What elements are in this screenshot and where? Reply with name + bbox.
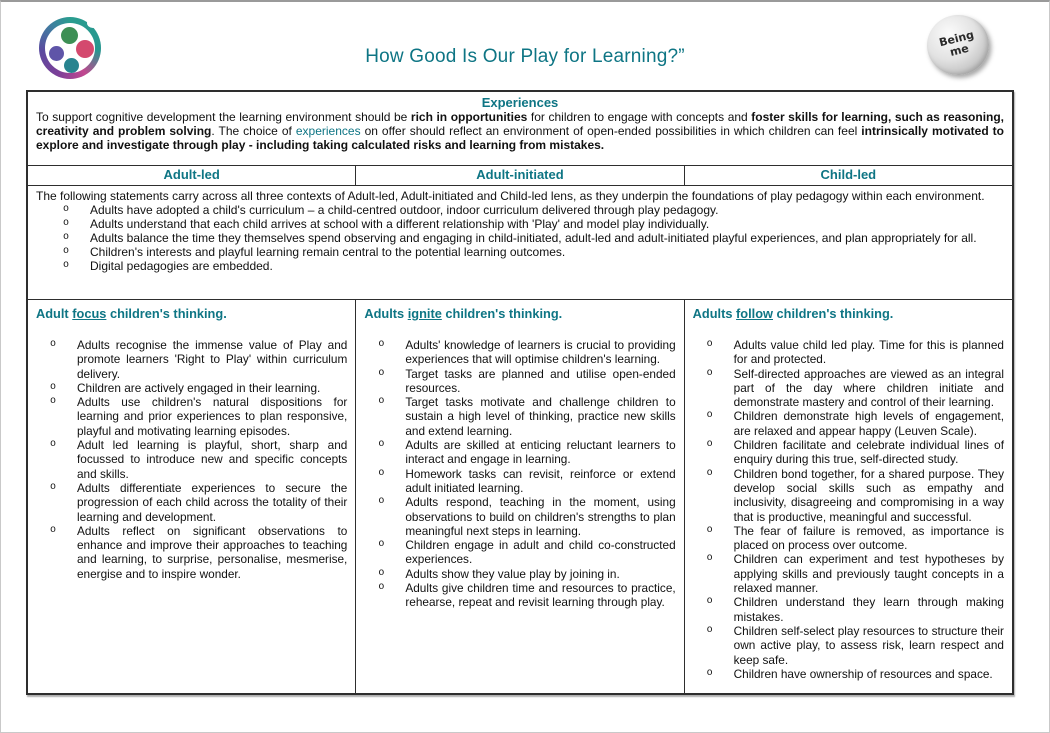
bullet-item xyxy=(364,438,675,467)
bullet-text: Children demonstrate high levels of engagement, are relaxed and appear happy (Leuven Scale). xyxy=(733,409,1004,438)
text-segment: children's thinking. xyxy=(441,306,563,321)
bullet-marker: o xyxy=(378,539,385,551)
bullet-marker: o xyxy=(706,467,713,479)
text-segment: To support cognitive development the learning environment should be xyxy=(36,110,411,124)
bullet-text: Children's interests and playful learning remain central to the potential learning outcomes. xyxy=(90,245,566,260)
text-segment: children's thinking. xyxy=(773,306,894,321)
bullet-marker: o xyxy=(706,339,713,350)
column-child-led xyxy=(684,300,1012,693)
logo-dot-pink-icon xyxy=(76,40,94,58)
bullet-marker: o xyxy=(63,232,70,244)
bullet-item xyxy=(36,395,347,438)
bullet-marker: o xyxy=(50,396,57,408)
bullet-item xyxy=(36,259,1004,273)
bullet-text: Adults' knowledge of learners is crucial to providing experiences that will optimise children's learning. xyxy=(405,338,676,367)
text-segment: ignite xyxy=(407,306,442,321)
bullet-marker: o xyxy=(706,410,713,422)
bullet-item xyxy=(36,245,1004,259)
column-adult-led-bullet-list xyxy=(36,338,347,581)
bullet-item xyxy=(693,624,1004,667)
bullet-item xyxy=(693,552,1004,595)
bullet-text: The fear of failure is removed, as importance is placed on process over outcome. xyxy=(733,523,1004,553)
column-adult-initiated-bullet-list xyxy=(364,338,675,610)
bullet-text: Adults give children time and resources to practice, rehearse, repeat and revisit learning through play. xyxy=(405,581,676,610)
bullet-text: Children bond together, for a shared purpose. They develop social skills such as empathy and inclusivity, disagreeing and compromising in a way that is productive, meaningful and successful. xyxy=(733,466,1004,524)
bullet-marker: o xyxy=(63,218,70,230)
column-adult-initiated-heading xyxy=(364,306,675,321)
column-adult-led-heading xyxy=(36,306,347,321)
context-header-child-led: Child-led xyxy=(684,166,1012,185)
text-segment: foster skills for learning, such as reasoning, creativity and problem solving xyxy=(36,110,1005,139)
column-adult-initiated xyxy=(355,300,683,693)
text-segment: children's thinking. xyxy=(106,306,227,321)
bullet-item xyxy=(693,367,1004,410)
bullet-marker: o xyxy=(63,246,70,258)
text-segment: experiences xyxy=(295,124,361,139)
bullet-text: Children self-select play resources to structure their own active play, to assess risk, learn respect and keep safe. xyxy=(733,623,1004,667)
bullet-item xyxy=(693,438,1004,467)
bullet-item xyxy=(364,467,675,496)
logo-dot-teal-icon xyxy=(64,58,79,73)
bullet-marker: o xyxy=(50,381,57,393)
text-segment: Adults xyxy=(364,306,408,321)
bullet-item xyxy=(36,438,347,481)
bullet-marker: o xyxy=(378,496,385,508)
column-child-led-heading xyxy=(693,306,1004,321)
bullet-text: Adults recognise the immense value of Play and promote learners 'Right to Play' within curriculum delivery. xyxy=(77,338,348,381)
bullet-text: Target tasks are planned and utilise open-ended resources. xyxy=(405,366,676,395)
bullet-text: Children are actively engaged in their learning. xyxy=(77,380,321,395)
bullet-marker: o xyxy=(378,396,385,408)
bullet-item xyxy=(693,524,1004,553)
context-header-adult-initiated: Adult-initiated xyxy=(355,166,683,185)
bullet-text: Children engage in adult and child co-constructed experiences. xyxy=(405,538,676,567)
text-segment: follow xyxy=(736,306,773,321)
bullet-marker: o xyxy=(50,481,57,493)
bullet-marker: o xyxy=(63,260,70,272)
bullet-text: Adults show they value play by joining in. xyxy=(405,566,620,581)
experiences-heading: Experiences xyxy=(481,95,559,110)
text-segment: . The choice of xyxy=(211,124,296,139)
thinking-columns xyxy=(28,300,1012,693)
bullet-marker: o xyxy=(50,524,57,536)
column-child-led-bullet-list xyxy=(693,338,1004,681)
text-segment: Adults xyxy=(692,306,737,321)
bullet-text: Adult led learning is playful, short, sharp and focussed to introduce new and specific concepts and skills. xyxy=(77,438,348,481)
bullet-text: Self-directed approaches are viewed as an integral part of the day where children initiate and demonstrate mastery and control of their learning. xyxy=(733,366,1004,410)
bullet-marker: o xyxy=(706,524,713,536)
bullet-marker: o xyxy=(706,553,713,565)
column-adult-led xyxy=(28,300,355,693)
bullet-marker: o xyxy=(706,596,713,608)
bullet-text: Target tasks motivate and challenge children to sustain a high level of thinking, practice new skills and extend learning. xyxy=(405,395,676,438)
bullet-marker: o xyxy=(50,439,57,451)
text-segment: Adult xyxy=(36,306,73,321)
context-header-adult-led: Adult-led xyxy=(163,167,220,182)
bullet-item xyxy=(364,367,675,396)
bullet-text: Adults reflect on significant observations to enhance and improve their approaches to teaching and learning, to surprise, personalise, mesmerise, energise and to inspire wonder. xyxy=(77,523,348,581)
context-header-row xyxy=(28,166,1012,186)
bullet-text: Homework tasks can revisit, reinforce or extend adult initiated learning. xyxy=(405,466,676,495)
bullet-item xyxy=(364,538,675,567)
shared-statements-intro: The following statements carry across all three contexts of Adult-led, Adult-initiated and Child-led lens, as they underpin the foundations of play pedagogy within each environment. xyxy=(36,189,985,203)
bullet-text: Digital pedagogies are embedded. xyxy=(90,259,273,274)
bullet-item xyxy=(364,338,675,367)
page-title: How Good Is Our Play for Learning?” xyxy=(365,46,685,67)
shared-statements-section xyxy=(28,186,1012,300)
bullet-marker: o xyxy=(378,439,385,451)
bullet-item xyxy=(364,395,675,438)
bullet-item xyxy=(36,203,1004,217)
text-segment: intrinsically motivated to explore and investigate through play - including taking calculated risks and learning from mistakes. xyxy=(36,124,1004,153)
bullet-marker: o xyxy=(378,567,385,579)
text-segment: on offer should reflect an environment of open-ended possibilities in which children can feel xyxy=(360,124,862,139)
bullet-text: Adults use children's natural dispositions for learning and prior experiences to plan responsive, playful and motivating learning episodes. xyxy=(77,395,348,438)
bullet-text: Adults balance the time they themselves spend observing and engaging in child-initiated, adult-led and adult-initiated playful experiences, and plan appropriately for all. xyxy=(90,231,977,246)
text-segment: for children to engage with concepts and xyxy=(527,110,752,124)
bullet-item xyxy=(364,581,675,610)
bullet-item xyxy=(693,467,1004,524)
bullet-text: Adults differentiate experiences to secure the progression of each child across the totality of their learning and development. xyxy=(77,480,348,524)
bullet-text: Children understand they learn through making mistakes. xyxy=(733,595,1004,624)
bullet-text: Adults understand that each child arrives at school with a different relationship with 'Play' and model play individually. xyxy=(90,217,710,232)
text-segment: focus xyxy=(72,306,107,321)
bullet-item xyxy=(36,231,1004,245)
bullet-text: Children facilitate and celebrate individual lines of enquiry during this true, self-directed study. xyxy=(733,438,1004,467)
bullet-marker: o xyxy=(378,582,385,594)
experiences-section xyxy=(28,92,1012,166)
bullet-item xyxy=(36,217,1004,231)
bullet-item xyxy=(364,495,675,538)
bullet-marker: o xyxy=(378,367,385,379)
bullet-item xyxy=(693,667,1004,681)
bullet-item xyxy=(36,524,347,581)
bullet-text: Adults value child led play. Time for this is planned for and protected. xyxy=(733,338,1004,367)
page-header xyxy=(1,2,1049,90)
shared-statements-bullet-list xyxy=(36,203,1004,273)
bullet-item xyxy=(36,338,347,381)
bullet-text: Adults have adopted a child's curriculum – a child-centred outdoor, indoor curriculum delivered through play pedagogy. xyxy=(90,203,719,218)
bullet-marker: o xyxy=(378,339,385,350)
bullet-item xyxy=(364,567,675,581)
bullet-item xyxy=(36,481,347,524)
bullet-item xyxy=(36,381,347,395)
bullet-item xyxy=(693,338,1004,367)
bullet-item xyxy=(693,409,1004,438)
bullet-marker: o xyxy=(706,439,713,451)
bullet-item xyxy=(693,595,1004,624)
bullet-marker: o xyxy=(50,339,57,350)
experiences-paragraph xyxy=(36,110,1004,152)
badge-text: Being me xyxy=(937,28,976,59)
logo-dot-green-icon xyxy=(61,27,78,44)
text-segment: rich in opportunities xyxy=(410,110,528,124)
bullet-text: Adults are skilled at enticing reluctant learners to interact and engage in learning. xyxy=(405,438,676,467)
bullet-marker: o xyxy=(706,624,713,636)
bullet-marker: o xyxy=(63,204,70,216)
bullet-text: Adults respond, teaching in the moment, using observations to build on children's strengths to plan meaningful next steps in learning. xyxy=(405,495,676,538)
school-logo xyxy=(37,15,105,83)
logo-swirl-gap xyxy=(87,18,99,28)
play-for-learning-table xyxy=(26,90,1014,695)
bullet-marker: o xyxy=(706,667,713,679)
bullet-marker: o xyxy=(378,467,385,479)
bullet-text: Children have ownership of resources and space. xyxy=(733,666,993,681)
logo-dot-purple-icon xyxy=(49,46,64,61)
bullet-marker: o xyxy=(706,367,713,379)
bullet-text: Children can experiment and test hypotheses by applying skills and previously taught concepts in a relaxed manner. xyxy=(733,552,1004,596)
